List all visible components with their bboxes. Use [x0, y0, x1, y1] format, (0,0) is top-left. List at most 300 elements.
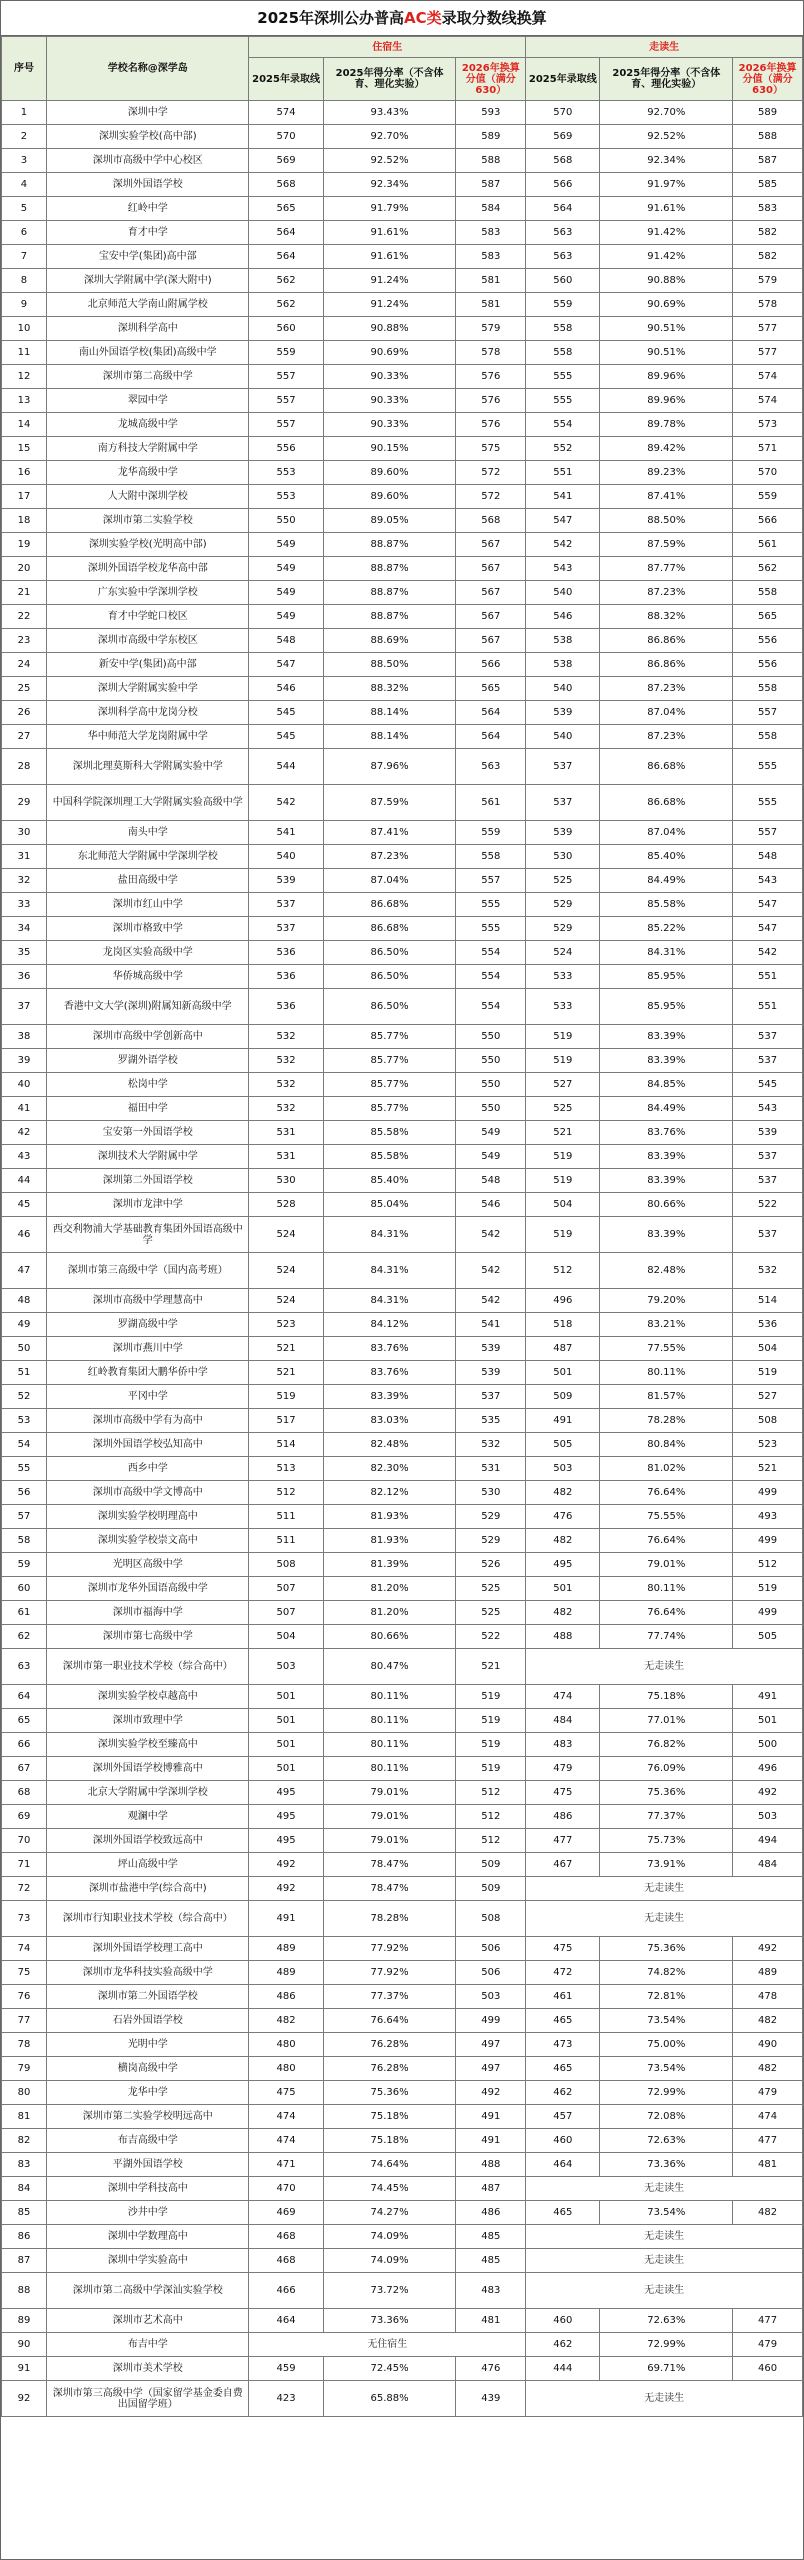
dayschool-line: 482: [526, 1529, 600, 1553]
table-row: [2, 485, 803, 509]
school-name: 广东实验中学深圳学校: [46, 581, 248, 605]
dayschool-rate: 90.69%: [600, 293, 733, 317]
row-number: 57: [2, 1505, 47, 1529]
dayschool-converted: 481: [733, 2153, 803, 2177]
school-name: 观澜中学: [46, 1805, 248, 1829]
row-number: 62: [2, 1625, 47, 1649]
dayschool-rate: 72.08%: [600, 2105, 733, 2129]
row-number: 47: [2, 1253, 47, 1289]
dayschool-rate: 88.32%: [600, 605, 733, 629]
table-row: [2, 365, 803, 389]
row-number: 19: [2, 533, 47, 557]
dayschool-line: 519: [526, 1217, 600, 1253]
boarding-line: 547: [249, 653, 323, 677]
dayschool-line: 538: [526, 629, 600, 653]
boarding-line: 536: [249, 965, 323, 989]
row-number: 51: [2, 1361, 47, 1385]
dayschool-line: 465: [526, 2009, 600, 2033]
boarding-converted: 439: [456, 2381, 526, 2417]
dayschool-line: 541: [526, 485, 600, 509]
school-name: 深圳市龙华科技实验高级中学: [46, 1961, 248, 1985]
boarding-converted: 564: [456, 725, 526, 749]
dayschool-line: 524: [526, 941, 600, 965]
table-row: [2, 1313, 803, 1337]
school-name: 横岗高级中学: [46, 2057, 248, 2081]
boarding-rate: 90.15%: [323, 437, 456, 461]
dayschool-rate: 92.70%: [600, 101, 733, 125]
boarding-rate: 86.50%: [323, 989, 456, 1025]
boarding-rate: 80.66%: [323, 1625, 456, 1649]
dayschool-line: 552: [526, 437, 600, 461]
table-row: [2, 509, 803, 533]
boarding-converted: 554: [456, 989, 526, 1025]
dayschool-rate: 80.11%: [600, 1577, 733, 1601]
table-row: [2, 2153, 803, 2177]
boarding-rate: 87.23%: [323, 845, 456, 869]
boarding-line: 546: [249, 677, 323, 701]
boarding-rate: 89.60%: [323, 485, 456, 509]
dayschool-line: 484: [526, 1709, 600, 1733]
dayschool-converted: 503: [733, 1805, 803, 1829]
boarding-rate: 80.11%: [323, 1685, 456, 1709]
dayschool-converted: 477: [733, 2129, 803, 2153]
boarding-converted: 576: [456, 413, 526, 437]
row-number: 30: [2, 821, 47, 845]
boarding-line: 545: [249, 725, 323, 749]
boarding-line: 492: [249, 1853, 323, 1877]
dayschool-converted: 505: [733, 1625, 803, 1649]
boarding-rate: 74.09%: [323, 2225, 456, 2249]
row-number: 4: [2, 173, 47, 197]
dayschool-rate: 83.39%: [600, 1169, 733, 1193]
dayschool-line: 555: [526, 389, 600, 413]
row-number: 76: [2, 1985, 47, 2009]
dayschool-converted: 547: [733, 893, 803, 917]
dayschool-line: 563: [526, 221, 600, 245]
dayschool-line: 475: [526, 1781, 600, 1805]
school-name: 育才中学: [46, 221, 248, 245]
table-row: [2, 149, 803, 173]
boarding-rate: 85.58%: [323, 1145, 456, 1169]
header-school: 学校名称@深学岛: [46, 37, 248, 101]
dayschool-converted: 558: [733, 725, 803, 749]
header-rate-dayschool: 2025年得分率（不含体育、理化实验）: [600, 58, 733, 101]
dayschool-none: 无走读生: [526, 1901, 803, 1937]
table-row: [2, 1781, 803, 1805]
dayschool-line: 542: [526, 533, 600, 557]
boarding-rate: 88.87%: [323, 581, 456, 605]
boarding-rate: 83.39%: [323, 1385, 456, 1409]
boarding-rate: 91.61%: [323, 245, 456, 269]
dayschool-converted: 565: [733, 605, 803, 629]
row-number: 59: [2, 1553, 47, 1577]
boarding-line: 501: [249, 1685, 323, 1709]
boarding-converted: 519: [456, 1709, 526, 1733]
boarding-line: 550: [249, 509, 323, 533]
boarding-converted: 532: [456, 1433, 526, 1457]
boarding-rate: 80.11%: [323, 1733, 456, 1757]
boarding-rate: 83.03%: [323, 1409, 456, 1433]
dayschool-rate: 72.63%: [600, 2309, 733, 2333]
dayschool-converted: 527: [733, 1385, 803, 1409]
boarding-converted: 567: [456, 629, 526, 653]
dayschool-rate: 77.74%: [600, 1625, 733, 1649]
school-name: 深圳市第二实验学校: [46, 509, 248, 533]
table-row: [2, 389, 803, 413]
dayschool-rate: 80.11%: [600, 1361, 733, 1385]
boarding-converted: 588: [456, 149, 526, 173]
boarding-converted: 497: [456, 2033, 526, 2057]
dayschool-line: 462: [526, 2081, 600, 2105]
boarding-rate: 87.96%: [323, 749, 456, 785]
header-line-dayschool: 2025年录取线: [526, 58, 600, 101]
dayschool-converted: 482: [733, 2057, 803, 2081]
boarding-converted: 554: [456, 965, 526, 989]
boarding-rate: 90.33%: [323, 365, 456, 389]
school-name: 香港中文大学(深圳)附属知新高级中学: [46, 989, 248, 1025]
table-row: [2, 2081, 803, 2105]
dayschool-rate: 76.82%: [600, 1733, 733, 1757]
school-name: 深圳技术大学附属中学: [46, 1145, 248, 1169]
school-name: 深圳市高级中学中心校区: [46, 149, 248, 173]
boarding-converted: 579: [456, 317, 526, 341]
boarding-line: 560: [249, 317, 323, 341]
table-row: [2, 1073, 803, 1097]
table-row: [2, 245, 803, 269]
dayschool-rate: 90.51%: [600, 317, 733, 341]
boarding-rate: 86.68%: [323, 917, 456, 941]
boarding-line: 475: [249, 2081, 323, 2105]
boarding-rate: 90.88%: [323, 317, 456, 341]
boarding-rate: 74.09%: [323, 2249, 456, 2273]
boarding-rate: 86.68%: [323, 893, 456, 917]
dayschool-line: 543: [526, 557, 600, 581]
boarding-line: 557: [249, 365, 323, 389]
boarding-rate: 81.20%: [323, 1601, 456, 1625]
dayschool-converted: 555: [733, 749, 803, 785]
boarding-converted: 572: [456, 461, 526, 485]
boarding-converted: 550: [456, 1049, 526, 1073]
row-number: 6: [2, 221, 47, 245]
school-name: 深圳市行知职业技术学校（综合高中）: [46, 1901, 248, 1937]
dayschool-converted: 491: [733, 1685, 803, 1709]
dayschool-none: 无走读生: [526, 2249, 803, 2273]
boarding-converted: 483: [456, 2273, 526, 2309]
table-row: [2, 581, 803, 605]
school-name: 南头中学: [46, 821, 248, 845]
boarding-converted: 572: [456, 485, 526, 509]
dayschool-converted: 537: [733, 1169, 803, 1193]
dayschool-converted: 582: [733, 245, 803, 269]
boarding-converted: 557: [456, 869, 526, 893]
boarding-line: 495: [249, 1829, 323, 1853]
table-row: [2, 1457, 803, 1481]
dayschool-rate: 77.01%: [600, 1709, 733, 1733]
row-number: 28: [2, 749, 47, 785]
header-conv-boarding: 2026年换算分值（满分630）: [456, 58, 526, 101]
table-row: [2, 2381, 803, 2417]
dayschool-rate: 83.39%: [600, 1145, 733, 1169]
boarding-converted: 583: [456, 245, 526, 269]
boarding-line: 501: [249, 1733, 323, 1757]
dayschool-converted: 589: [733, 101, 803, 125]
table-row: [2, 1805, 803, 1829]
table-row: [2, 821, 803, 845]
dayschool-converted: 484: [733, 1853, 803, 1877]
table-row: [2, 2249, 803, 2273]
row-number: 3: [2, 149, 47, 173]
boarding-converted: 529: [456, 1529, 526, 1553]
dayschool-line: 555: [526, 365, 600, 389]
dayschool-converted: 492: [733, 1937, 803, 1961]
boarding-converted: 578: [456, 341, 526, 365]
table-row: [2, 749, 803, 785]
boarding-converted: 546: [456, 1193, 526, 1217]
boarding-line: 504: [249, 1625, 323, 1649]
school-name: 华侨城高级中学: [46, 965, 248, 989]
dayschool-converted: 545: [733, 1073, 803, 1097]
boarding-line: 459: [249, 2357, 323, 2381]
boarding-rate: 91.24%: [323, 269, 456, 293]
boarding-line: 549: [249, 557, 323, 581]
row-number: 34: [2, 917, 47, 941]
school-name: 深圳大学附属实验中学: [46, 677, 248, 701]
dayschool-line: 501: [526, 1361, 600, 1385]
school-name: 东北师范大学附属中学深圳学校: [46, 845, 248, 869]
school-name: 深圳外国语学校龙华高中部: [46, 557, 248, 581]
boarding-rate: 87.59%: [323, 785, 456, 821]
row-number: 61: [2, 1601, 47, 1625]
boarding-rate: 82.30%: [323, 1457, 456, 1481]
dayschool-line: 539: [526, 701, 600, 725]
row-number: 53: [2, 1409, 47, 1433]
school-name: 光明中学: [46, 2033, 248, 2057]
dayschool-line: 474: [526, 1685, 600, 1709]
school-name: 深圳中学科技高中: [46, 2177, 248, 2201]
boarding-converted: 508: [456, 1901, 526, 1937]
boarding-rate: 82.48%: [323, 1433, 456, 1457]
dayschool-rate: 90.88%: [600, 269, 733, 293]
dayschool-converted: 482: [733, 2009, 803, 2033]
dayschool-none: 无走读生: [526, 2381, 803, 2417]
school-name: 深圳科学高中龙岗分校: [46, 701, 248, 725]
school-name: 深圳外国语学校理工高中: [46, 1937, 248, 1961]
boarding-line: 557: [249, 389, 323, 413]
dayschool-line: 504: [526, 1193, 600, 1217]
row-number: 5: [2, 197, 47, 221]
boarding-converted: 481: [456, 2309, 526, 2333]
dayschool-converted: 521: [733, 1457, 803, 1481]
boarding-line: 489: [249, 1937, 323, 1961]
school-name: 深圳市第一职业技术学校（综合高中）: [46, 1649, 248, 1685]
dayschool-rate: 76.09%: [600, 1757, 733, 1781]
dayschool-rate: 87.04%: [600, 821, 733, 845]
dayschool-line: 566: [526, 173, 600, 197]
boarding-line: 471: [249, 2153, 323, 2177]
table-row: [2, 1961, 803, 1985]
dayschool-line: 496: [526, 1289, 600, 1313]
dayschool-converted: 522: [733, 1193, 803, 1217]
row-number: 26: [2, 701, 47, 725]
dayschool-line: 505: [526, 1433, 600, 1457]
boarding-converted: 576: [456, 365, 526, 389]
dayschool-rate: 76.64%: [600, 1601, 733, 1625]
row-number: 24: [2, 653, 47, 677]
dayschool-rate: 75.36%: [600, 1781, 733, 1805]
school-name: 深圳市燕川中学: [46, 1337, 248, 1361]
boarding-converted: 541: [456, 1313, 526, 1337]
school-name: 深圳市第二实验学校明远高中: [46, 2105, 248, 2129]
dayschool-rate: 84.49%: [600, 869, 733, 893]
school-name: 罗湖外语学校: [46, 1049, 248, 1073]
table-row: [2, 2309, 803, 2333]
table-row: [2, 1985, 803, 2009]
dayschool-line: 525: [526, 869, 600, 893]
school-name: 松岗中学: [46, 1073, 248, 1097]
dayschool-rate: 81.02%: [600, 1457, 733, 1481]
table-row: [2, 1553, 803, 1577]
table-row: [2, 1253, 803, 1289]
school-name: 深圳市高级中学有为高中: [46, 1409, 248, 1433]
boarding-rate: 82.12%: [323, 1481, 456, 1505]
boarding-converted: 567: [456, 557, 526, 581]
boarding-converted: 550: [456, 1073, 526, 1097]
dayschool-converted: 512: [733, 1553, 803, 1577]
dayschool-line: 546: [526, 605, 600, 629]
boarding-converted: 555: [456, 893, 526, 917]
school-name: 深圳实验学校明理高中: [46, 1505, 248, 1529]
boarding-rate: 76.64%: [323, 2009, 456, 2033]
dayschool-rate: 82.48%: [600, 1253, 733, 1289]
dayschool-rate: 75.00%: [600, 2033, 733, 2057]
dayschool-line: 529: [526, 893, 600, 917]
row-number: 29: [2, 785, 47, 821]
school-name: 平湖外国语学校: [46, 2153, 248, 2177]
dayschool-rate: 89.78%: [600, 413, 733, 437]
school-name: 深圳实验学校(光明高中部): [46, 533, 248, 557]
boarding-line: 482: [249, 2009, 323, 2033]
boarding-converted: 491: [456, 2129, 526, 2153]
boarding-line: 564: [249, 221, 323, 245]
header-conv-dayschool: 2026年换算分值（满分630）: [733, 58, 803, 101]
table-row: [2, 989, 803, 1025]
row-number: 84: [2, 2177, 47, 2201]
dayschool-line: 482: [526, 1601, 600, 1625]
boarding-line: 464: [249, 2309, 323, 2333]
row-number: 91: [2, 2357, 47, 2381]
boarding-converted: 531: [456, 1457, 526, 1481]
dayschool-converted: 519: [733, 1577, 803, 1601]
boarding-line: 549: [249, 533, 323, 557]
dayschool-converted: 559: [733, 485, 803, 509]
school-name: 深圳外国语学校博雅高中: [46, 1757, 248, 1781]
boarding-line: 536: [249, 989, 323, 1025]
school-name: 深圳中学实验高中: [46, 2249, 248, 2273]
dayschool-converted: 551: [733, 989, 803, 1025]
row-number: 16: [2, 461, 47, 485]
row-number: 15: [2, 437, 47, 461]
boarding-rate: 90.33%: [323, 413, 456, 437]
boarding-line: 544: [249, 749, 323, 785]
row-number: 41: [2, 1097, 47, 1121]
school-name: 红岭中学: [46, 197, 248, 221]
boarding-line: 468: [249, 2249, 323, 2273]
boarding-line: 512: [249, 1481, 323, 1505]
dayschool-rate: 91.97%: [600, 173, 733, 197]
row-number: 8: [2, 269, 47, 293]
table-row: [2, 941, 803, 965]
row-number: 60: [2, 1577, 47, 1601]
table-row: [2, 1193, 803, 1217]
dayschool-rate: 74.82%: [600, 1961, 733, 1985]
boarding-none: 无住宿生: [249, 2333, 526, 2357]
boarding-rate: 76.28%: [323, 2033, 456, 2057]
table-row: [2, 173, 803, 197]
dayschool-rate: 92.52%: [600, 125, 733, 149]
boarding-rate: 80.47%: [323, 1649, 456, 1685]
dayschool-rate: 89.96%: [600, 365, 733, 389]
table-row: [2, 221, 803, 245]
row-number: 66: [2, 1733, 47, 1757]
dayschool-line: 558: [526, 341, 600, 365]
boarding-converted: 519: [456, 1733, 526, 1757]
dayschool-converted: 551: [733, 965, 803, 989]
table-row: [2, 437, 803, 461]
boarding-rate: 88.50%: [323, 653, 456, 677]
school-name: 龙华高级中学: [46, 461, 248, 485]
boarding-line: 466: [249, 2273, 323, 2309]
table-row: [2, 1901, 803, 1937]
boarding-converted: 548: [456, 1169, 526, 1193]
header-boarding: 住宿生: [249, 37, 526, 58]
row-number: 87: [2, 2249, 47, 2273]
boarding-line: 532: [249, 1097, 323, 1121]
table-body: [2, 101, 803, 2417]
boarding-line: 507: [249, 1577, 323, 1601]
dayschool-converted: 496: [733, 1757, 803, 1781]
table-row: [2, 605, 803, 629]
boarding-converted: 499: [456, 2009, 526, 2033]
dayschool-rate: 75.18%: [600, 1685, 733, 1709]
table-row: [2, 293, 803, 317]
boarding-line: 570: [249, 125, 323, 149]
school-name: 布吉高级中学: [46, 2129, 248, 2153]
boarding-rate: 74.64%: [323, 2153, 456, 2177]
boarding-converted: 506: [456, 1937, 526, 1961]
dayschool-converted: 482: [733, 2201, 803, 2225]
dayschool-converted: 514: [733, 1289, 803, 1313]
dayschool-converted: 578: [733, 293, 803, 317]
table-row: [2, 1829, 803, 1853]
school-name: 深圳市格致中学: [46, 917, 248, 941]
school-name: 罗湖高级中学: [46, 1313, 248, 1337]
table-row: [2, 725, 803, 749]
school-name: 深圳市第二高级中学深汕实验学校: [46, 2273, 248, 2309]
row-number: 80: [2, 2081, 47, 2105]
dayschool-line: 533: [526, 965, 600, 989]
boarding-rate: 80.11%: [323, 1757, 456, 1781]
dayschool-line: 529: [526, 917, 600, 941]
dayschool-line: 563: [526, 245, 600, 269]
boarding-rate: 90.69%: [323, 341, 456, 365]
school-name: 龙城高级中学: [46, 413, 248, 437]
table-row: [2, 2201, 803, 2225]
boarding-converted: 549: [456, 1145, 526, 1169]
table-row: [2, 1757, 803, 1781]
dayschool-rate: 76.64%: [600, 1529, 733, 1553]
dayschool-line: 521: [526, 1121, 600, 1145]
table-row: [2, 869, 803, 893]
